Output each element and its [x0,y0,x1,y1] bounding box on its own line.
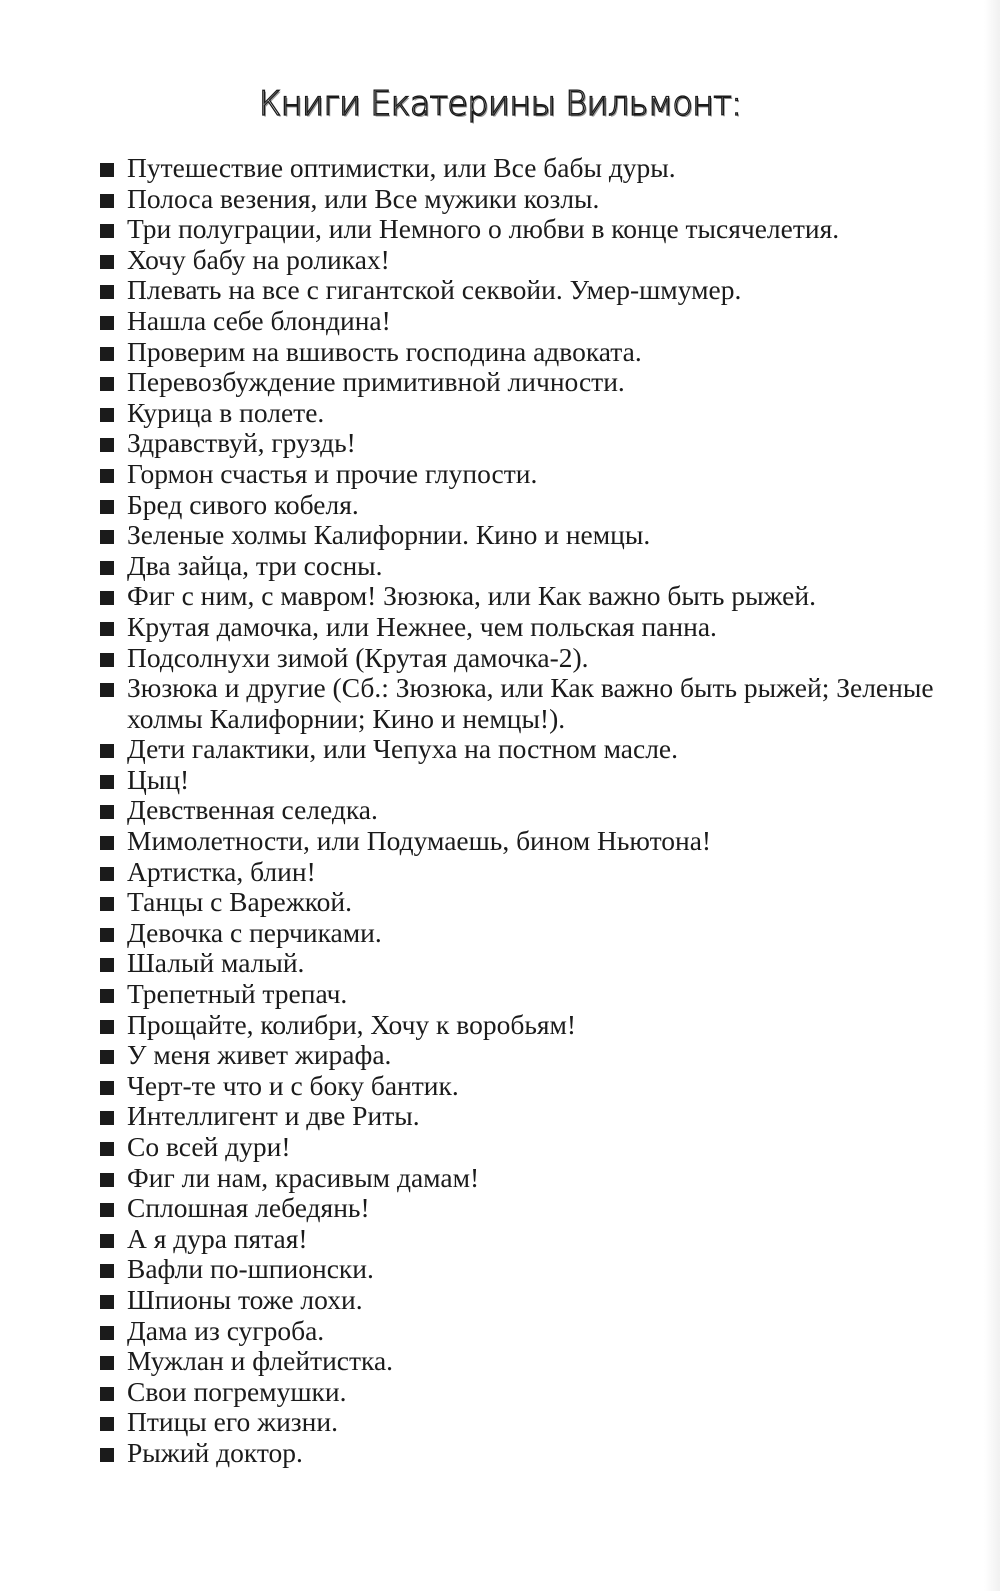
book-title-text: Проверим на вшивость господина адвоката. [127,335,642,367]
book-list-item [100,887,960,918]
book-list-item [100,1285,960,1316]
square-bullet-icon [100,347,114,361]
square-bullet-icon [100,1081,114,1095]
book-list-item [100,673,960,734]
book-list-item [100,1224,960,1255]
book-title-text: Шалый малый. [127,947,305,979]
square-bullet-icon [100,1050,114,1064]
book-title-text: Черт-те что и с боку бантик. [127,1069,459,1101]
book-title-text: Гормон счастья и прочие глупости. [127,457,538,489]
book-list-item [100,245,960,276]
square-bullet-icon [100,163,114,177]
book-list-item [100,490,960,521]
square-bullet-icon [100,989,114,1003]
square-bullet-icon [100,591,114,605]
book-list-item [100,275,960,306]
book-title-text: Со всей дури! [127,1131,291,1162]
square-bullet-icon [100,1264,114,1278]
book-list-item [100,428,960,459]
book-list-item [100,184,960,215]
book-list-item [100,857,960,888]
square-bullet-icon [100,1448,114,1462]
square-bullet-icon [100,1326,114,1340]
book-title-text: Путешествие оптимистки, или Все бабы дуры. [127,152,676,183]
book-title-text: Нашла себе блондина! [127,304,391,336]
book-list-item [100,581,960,612]
book-title-text: Девственная селедка. [127,794,378,826]
square-bullet-icon [100,255,114,269]
book-list-item [100,979,960,1010]
book-list-item [100,1316,960,1347]
book-list [100,153,960,1469]
square-bullet-icon [100,928,114,942]
book-list-item [100,551,960,582]
square-bullet-icon [100,408,114,422]
square-bullet-icon [100,897,114,911]
book-list-item [100,1407,960,1438]
square-bullet-icon [100,1020,114,1034]
book-list-item [100,337,960,368]
square-bullet-icon [100,377,114,391]
book-list-item [100,948,960,979]
book-list-item [100,826,960,857]
book-title-text: Мужлан и флейтистка. [127,1345,394,1377]
book-title-text: Подсолнухи зимой (Крутая дамочка-2). [127,641,589,673]
book-title-text: Цыц! [127,763,190,795]
book-list-item [100,1254,960,1285]
square-bullet-icon [100,836,114,850]
book-list-item [100,734,960,765]
book-title-text: Полоса везения, или Все мужики козлы. [127,182,600,214]
square-bullet-icon [100,194,114,208]
square-bullet-icon [100,622,114,636]
page-edge-shadow [984,0,1000,1591]
book-list-item [100,520,960,551]
book-title-text: Два зайца, три сосны. [127,549,383,581]
book-list-item [100,612,960,643]
book-title-text: Зеленые холмы Калифорнии. Кино и немцы. [127,519,651,551]
square-bullet-icon [100,958,114,972]
book-list-item [100,1438,960,1469]
square-bullet-icon [100,469,114,483]
square-bullet-icon [100,500,114,514]
square-bullet-icon [100,1356,114,1370]
book-list-item [100,306,960,337]
book-title-text: У меня живет жирафа. [127,1039,392,1071]
book-list-item [100,153,960,184]
book-list-item [100,1010,960,1041]
square-bullet-icon [100,775,114,789]
book-title-text: Птицы его жизни. [127,1406,338,1438]
book-list-item [100,765,960,796]
book-title-text: Плевать на все с гигантской секвойи. Умер-шмумер. [127,274,742,306]
book-list-item [100,1163,960,1194]
book-list-item [100,214,960,245]
book-list-item [100,1193,960,1224]
book-title-text: Свои погремушки. [127,1375,347,1407]
book-title-text: Шпионы тоже лохи. [127,1283,363,1315]
square-bullet-icon [100,224,114,238]
square-bullet-icon [100,1173,114,1187]
book-title-text: Зюзюка и другие (Сб.: Зюзюка, или Как важно быть рыжей; Зеленые холмы Калифорнии; Кино и немцы!). [127,672,934,734]
square-bullet-icon [100,438,114,452]
square-bullet-icon [100,744,114,758]
book-list-item [100,1132,960,1163]
book-list-item [100,459,960,490]
book-title-text: Рыжий доктор. [127,1436,303,1468]
square-bullet-icon [100,530,114,544]
square-bullet-icon [100,285,114,299]
book-title-text: Артистка, блин! [127,855,316,887]
book-list-item [100,795,960,826]
square-bullet-icon [100,316,114,330]
book-title-text: Сплошная лебедянь! [127,1192,370,1224]
book-title-text: Фиг с ним, с мавром! Зюзюка, или Как важно быть рыжей. [127,580,816,612]
book-title-text: Вафли по-шпионски. [127,1253,374,1285]
square-bullet-icon [100,1234,114,1248]
book-title-text: Бред сивого кобеля. [127,488,359,520]
book-list-item [100,1071,960,1102]
book-title-text: Фиг ли нам, красивым дамам! [127,1161,480,1193]
book-title-text: Три полуграции, или Немного о любви в конце тысячелетия. [127,213,840,245]
book-title-text: Мимолетности, или Подумаешь, бином Ньютона! [127,825,712,857]
square-bullet-icon [100,1142,114,1156]
square-bullet-icon [100,561,114,575]
book-list-item [100,367,960,398]
book-title-text: Хочу бабу на роликах! [127,243,390,275]
book-title-text: А я дура пятая! [127,1222,308,1254]
book-title-text: Здравствуй, груздь! [127,427,356,459]
book-title-text: Крутая дамочка, или Нежнее, чем польская панна. [127,610,717,642]
book-title-text: Прощайте, колибри, Хочу к воробьям! [127,1008,577,1040]
book-list-item [100,1040,960,1071]
book-title-text: Танцы с Варежкой. [127,886,352,918]
book-list-item [100,918,960,949]
book-title-text: Трепетный трепач. [127,978,348,1010]
square-bullet-icon [100,1417,114,1431]
book-title-text: Перевозбуждение примитивной личности. [127,366,625,398]
square-bullet-icon [100,1295,114,1309]
square-bullet-icon [100,653,114,667]
square-bullet-icon [100,683,114,697]
book-list-item [100,1346,960,1377]
book-title-text: Дама из сугроба. [127,1314,325,1346]
book-title-text: Интеллигент и две Риты. [127,1100,420,1132]
book-title-text: Курица в полете. [127,396,325,428]
square-bullet-icon [100,805,114,819]
square-bullet-icon [100,1387,114,1401]
book-list-item [100,1377,960,1408]
square-bullet-icon [100,867,114,881]
book-list-item [100,643,960,674]
book-title-text: Дети галактики, или Чепуха на постном масле. [127,733,678,765]
book-list-item [100,398,960,429]
square-bullet-icon [100,1111,114,1125]
page-title: Книги Екатерины Вильмонт: [258,84,742,124]
book-title-text: Девочка с перчиками. [127,916,382,948]
book-list-item [100,1101,960,1132]
square-bullet-icon [100,1203,114,1217]
